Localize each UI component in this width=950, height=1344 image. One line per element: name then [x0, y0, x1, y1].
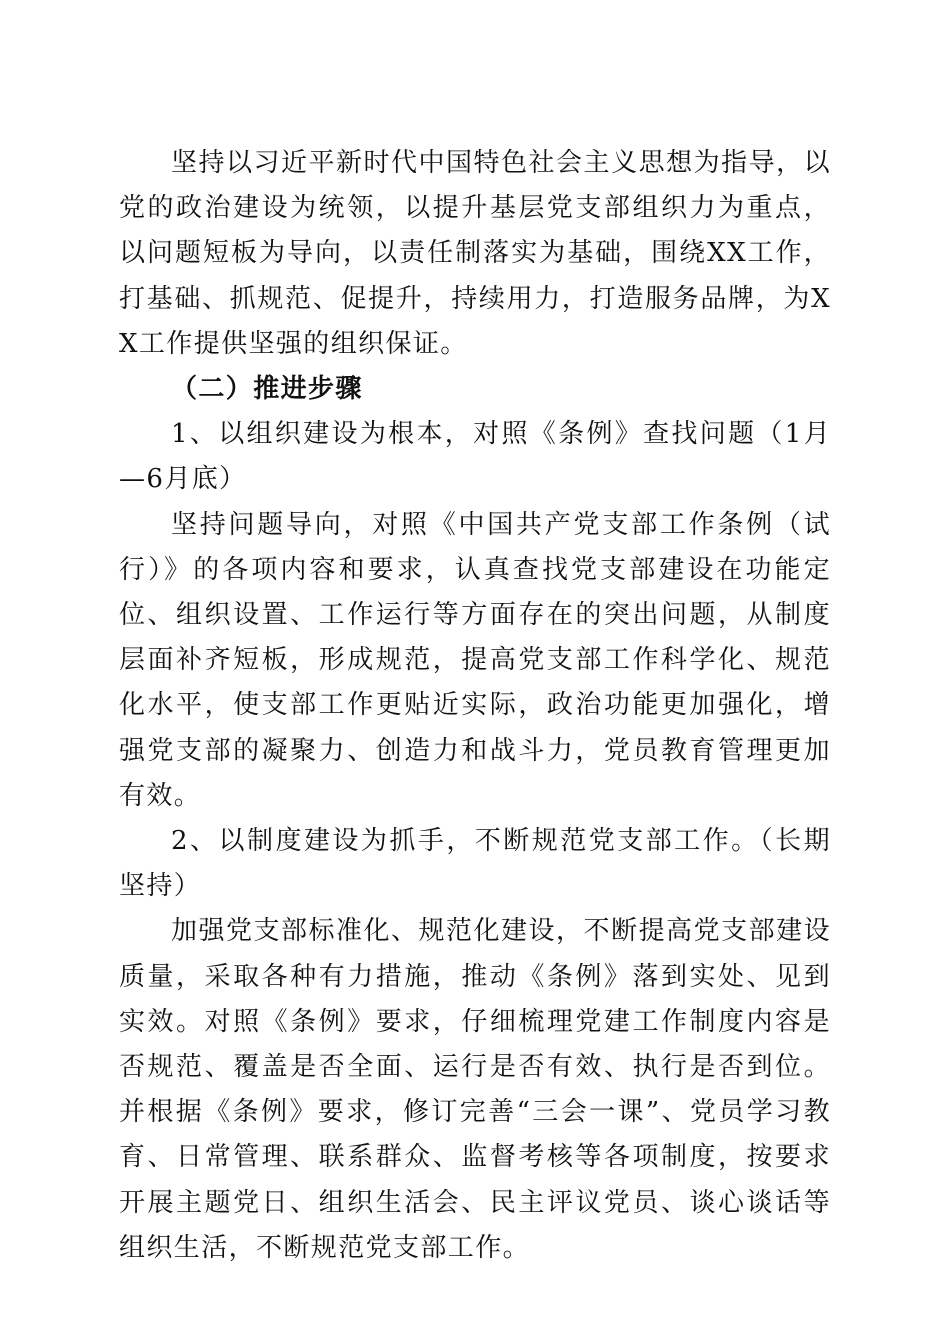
section-heading-steps: （二）推进步骤 [171, 374, 363, 405]
step-1-title: 1、以组织建设为根本，对照《条例》查找问题（1月—6月底） [119, 419, 831, 495]
step-2-title: 2、以制度建设为抓手，不断规范党支部工作。（长期坚持） [119, 826, 831, 902]
step-2-body: 加强党支部标准化、规范化建设，不断提高党支部建设质量，采取各种有力措施，推动《条例》落到实处、见到实效。对照《条例》要求，仔细梳理党建工作制度内容是否规范、覆盖是否全面、运行是否有效、执行是否到位。并根据《条例》要求，修订完善“三会一课”、党员学习教育、日常管理、联系群众、监督考核等各项制度，按要求开展主题党日、组织生活会、民主评议党员、谈心谈话等组织生活，不断规范党支部工作。 [119, 916, 831, 1263]
document-body [119, 141, 831, 1271]
paragraph-guiding-principle: 坚持以习近平新时代中国特色社会主义思想为指导，以党的政治建设为统领，以提升基层党支部组织力为重点，以问题短板为导向，以责任制落实为基础，围绕XX工作，打基础、抓规范、促提升，持续用力，打造服务品牌，为XX工作提供坚强的组织保证。 [119, 148, 831, 359]
step-1-body: 坚持问题导向，对照《中国共产党支部工作条例（试行）》的各项内容和要求，认真查找党支部建设在功能定位、组织设置、工作运行等方面存在的突出问题，从制度层面补齐短板，形成规范，提高党支部工作科学化、规范化水平，使支部工作更贴近实际，政治功能更加强化，增强党支部的凝聚力、创造力和战斗力，党员教育管理更加有效。 [119, 509, 831, 811]
